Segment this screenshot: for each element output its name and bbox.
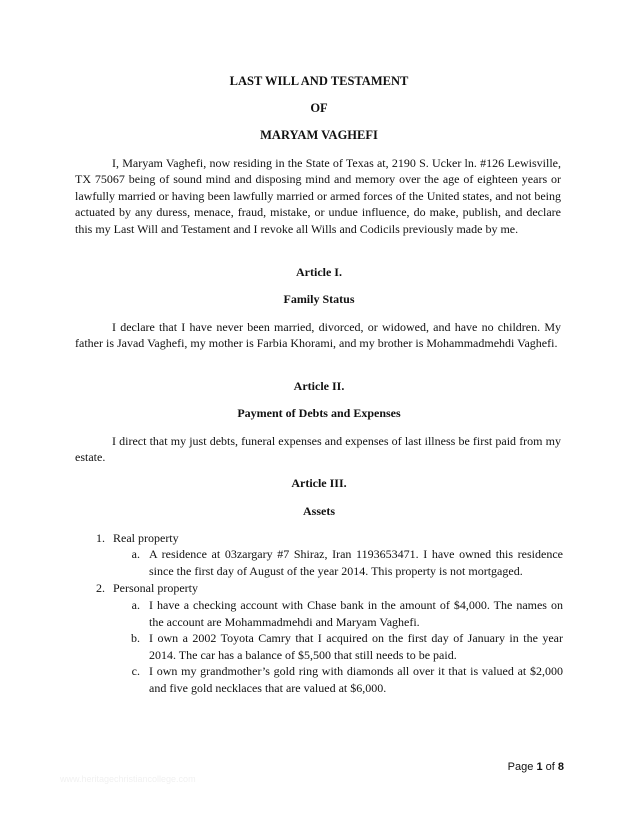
list-label: Real property [113, 531, 179, 545]
sub-list-letter: a. [131, 547, 140, 561]
document-title: LAST WILL AND TESTAMENT [229, 74, 409, 88]
list-label: Personal property [113, 581, 198, 595]
list-number: 1. [96, 531, 105, 545]
article-2-title: Payment of Debts and Expenses [237, 406, 401, 420]
document-title-of: OF [310, 101, 328, 115]
sub-list-text: I own a 2002 Toyota Camry that I acquired on the first day of January in the year 2014. The car has a balance of $5,500 that still needs to be paid. [149, 631, 563, 662]
sub-list-text: I own my grandmother’s gold ring with diamonds all over it that is valued at $2,000 and five gold necklaces that are valued at $6,000. [149, 664, 563, 695]
sub-list-letter: b. [131, 631, 140, 645]
sub-list-letter: c. [131, 664, 140, 678]
article-3-number: Article III. [291, 476, 347, 490]
page-current: 1 [536, 761, 543, 773]
article-1-title: Family Status [283, 292, 355, 306]
testator-name: MARYAM VAGHEFI [260, 128, 378, 142]
page-number [508, 761, 564, 773]
page-total: 8 [557, 761, 564, 773]
article-1-number: Article I. [296, 265, 342, 279]
sub-list-text: I have a checking account with Chase bank in the amount of $4,000. The names on the account are Mohammadmehdi and Maryam Vaghefi. [149, 598, 563, 629]
watermark-text: www.heritagechristiancollege.com [60, 774, 196, 784]
page-of: of [545, 761, 555, 773]
article-1-text: I declare that I have never been married, divorced, or widowed, and have no children. My father is Javad Vaghefi, my mother is Farbia Khorami, and my brother is Mohammadmehdi Vaghefi. [75, 320, 561, 351]
intro-paragraph: I, Maryam Vaghefi, now residing in the State of Texas at, 2190 S. Ucker ln. #126 Lewisville, TX 75067 being of sound mind and disposing mind and memory over the age of eighteen years or lawfully married or having been lawfully married or armed forces of the United states, and not being actuated by any duress, menace, fraud, mistake, or undue influence, do make, publish, and declare this my Last Will and Testament and I revoke all Wills and Codicils previously made by me. [75, 156, 561, 236]
list-number: 2. [96, 581, 105, 595]
article-2-text: I direct that my just debts, funeral expenses and expenses of last illness be first paid from my estate. [75, 434, 561, 465]
article-2-number: Article II. [293, 379, 345, 393]
page-word: Page [507, 761, 534, 773]
sub-list-letter: a. [131, 598, 140, 612]
sub-list-text: A residence at 03zargary #7 Shiraz, Iran 1193653471. I have owned this residence since the first day of August of the year 2014. This property is not mortgaged. [149, 547, 563, 578]
article-3-title: Assets [303, 504, 335, 518]
